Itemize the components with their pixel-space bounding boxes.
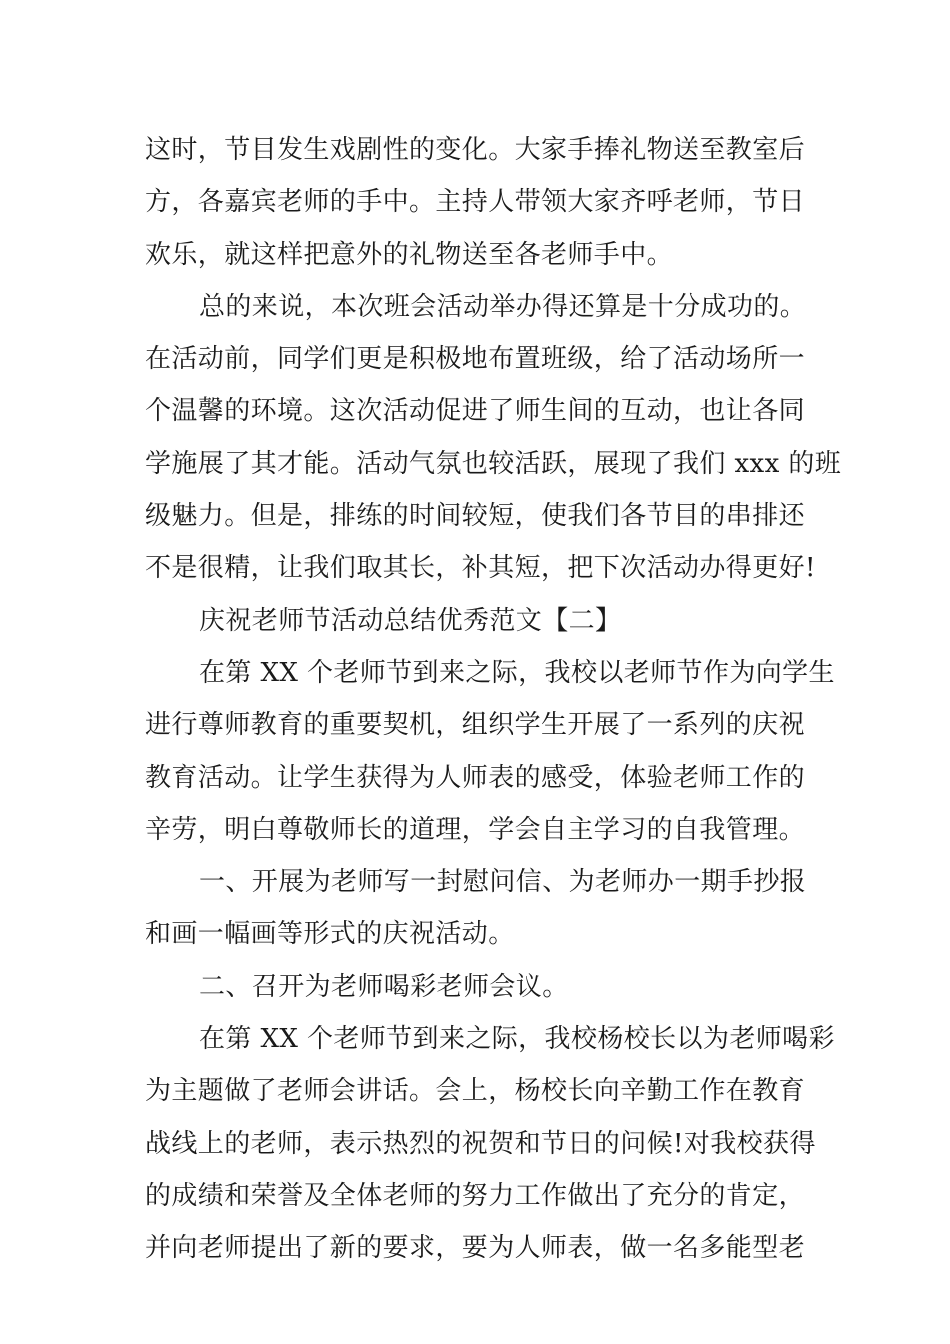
heading-line: 庆祝老师节活动总结优秀范文【二】 <box>199 605 622 636</box>
text-line: 辛劳，明白尊敬师长的道理，学会自主学习的自我管理。 <box>145 814 806 845</box>
text-line: 学施展了其才能。活动气氛也较活跃，展现了我们 xxx 的班 <box>145 448 842 479</box>
text-line: 二、召开为老师喝彩老师会议。 <box>199 971 569 1002</box>
list-item-2 <box>145 961 810 1013</box>
text-line: 这时，节目发生戏剧性的变化。大家手捧礼物送至教室后 <box>145 135 806 165</box>
text-line: 在第 XX 个老师节到来之际，我校以老师节作为向学生 <box>199 657 835 688</box>
section-heading <box>145 595 810 647</box>
text-line: 进行尊师教育的重要契机，组织学生开展了一系列的庆祝 <box>145 710 806 741</box>
paragraph-4 <box>145 1013 835 1274</box>
text-line: 在第 XX 个老师节到来之际，我校杨校长以为老师喝彩 <box>199 1024 835 1055</box>
paragraph-1 <box>145 124 810 281</box>
text-line: 欢乐，就这样把意外的礼物送至各老师手中。 <box>145 239 674 270</box>
text-line: 的成绩和荣誉及全体老师的努力工作做出了充分的肯定， <box>145 1180 806 1211</box>
text-line: 在活动前，同学们更是积极地布置班级，给了活动场所一 <box>145 344 806 375</box>
paragraph-2 <box>145 281 842 595</box>
text-line: 为主题做了老师会讲话。会上，杨校长向辛勤工作在教育 <box>145 1076 806 1107</box>
document-body <box>145 124 842 1275</box>
text-line: 总的来说，本次班会活动举办得还算是十分成功的。 <box>199 291 807 322</box>
text-line: 和画一幅画等形式的庆祝活动。 <box>145 919 515 950</box>
text-line: 不是很精，让我们取其长，补其短，把下次活动办得更好! <box>145 553 816 584</box>
text-line: 方，各嘉宾老师的手中。主持人带领大家齐呼老师，节日 <box>145 187 806 218</box>
text-line: 战线上的老师，表示热烈的祝贺和节日的问候!对我校获得 <box>145 1128 816 1159</box>
text-line: 一、开展为老师写一封慰问信、为老师办一期手抄报 <box>199 867 807 898</box>
text-line: 教育活动。让学生获得为人师表的感受，体验老师工作的 <box>145 762 806 793</box>
text-line: 级魅力。但是，排练的时间较短，使我们各节目的串排还 <box>145 501 806 532</box>
paragraph-3 <box>145 647 835 856</box>
text-line: 并向老师提出了新的要求，要为人师表，做一名多能型老 <box>145 1233 806 1264</box>
text-line: 个温馨的环境。这次活动促进了师生间的互动，也让各同 <box>145 396 806 427</box>
list-item-1 <box>145 856 810 961</box>
